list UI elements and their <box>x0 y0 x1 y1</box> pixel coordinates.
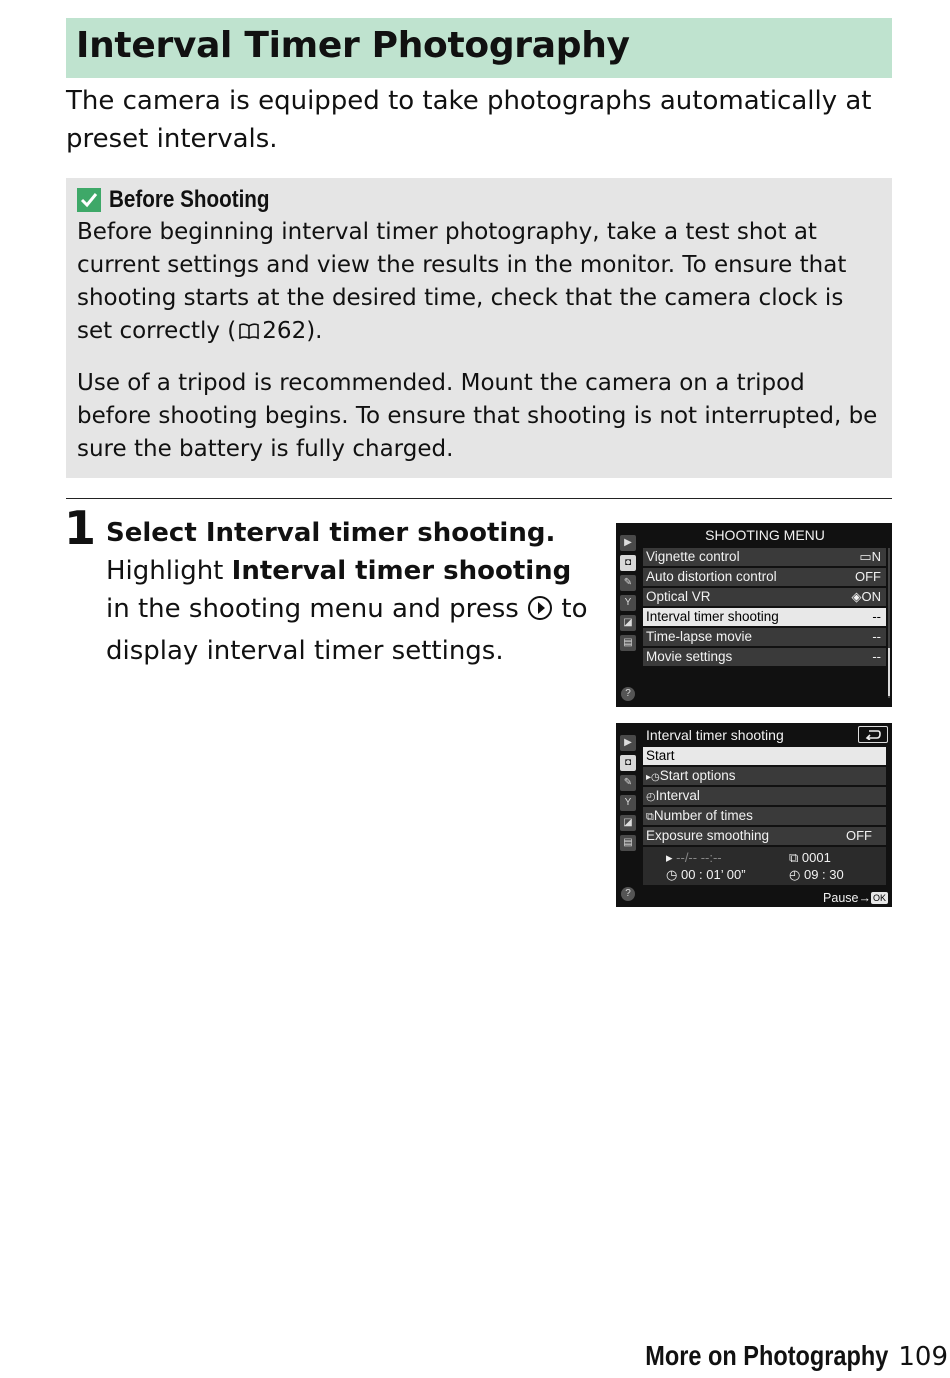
shots-count-value: 0001 <box>801 850 831 865</box>
pause-label: Pause→ <box>823 891 871 905</box>
step-body-pre: Highlight <box>106 556 232 586</box>
menu-item-auto-distortion[interactable] <box>643 568 886 586</box>
step-body-bold: Interval timer shooting <box>231 556 572 586</box>
clock-icon: ◴ <box>789 867 801 882</box>
menu-item-interval-timer[interactable] <box>643 608 886 626</box>
step-number: 1 <box>64 501 97 555</box>
scrollbar[interactable] <box>888 548 890 698</box>
menu-item-label: Exposure smoothing <box>646 828 770 843</box>
return-icon[interactable] <box>858 726 888 743</box>
wrench-icon[interactable]: Y <box>620 795 636 811</box>
book-icon <box>238 317 260 350</box>
submenu-list <box>643 747 886 847</box>
menu-item-label: Interval <box>655 788 700 803</box>
note-p1-text: Before beginning interval timer photography, take a test shot at current settings and view the results in the monitor. To ensure that shooting starts at the desired time, check that the camera clock is set correctly ( <box>77 219 847 344</box>
summary-right <box>789 849 844 883</box>
menu-item-interval[interactable] <box>643 787 886 805</box>
menu-item-label: Time-lapse movie <box>646 629 753 644</box>
step-heading-pre: Select <box>106 518 206 548</box>
menu-item-label: Optical VR <box>646 589 711 604</box>
help-icon[interactable]: ? <box>621 887 635 901</box>
note-heading <box>77 184 880 216</box>
note-p1-close: ). <box>306 318 323 344</box>
page-reference-link[interactable]: 262 <box>262 318 307 344</box>
clock-value: 09 : 30 <box>803 867 844 882</box>
interval-icon: ◴ <box>646 791 656 803</box>
vr-icon: ◈ <box>851 589 862 604</box>
recent-settings-icon[interactable]: ▤ <box>620 835 636 851</box>
shooting-menu-screen <box>616 523 892 707</box>
ok-button-icon: OK <box>872 893 886 903</box>
menu-item-value: OFF <box>855 569 881 584</box>
section-divider <box>66 498 892 499</box>
menu-item-movie-settings[interactable] <box>643 648 886 666</box>
menu-item-time-lapse[interactable] <box>643 628 886 646</box>
summary-left <box>666 849 746 883</box>
menu-item-label: Movie settings <box>646 649 733 664</box>
pencil-icon[interactable]: ✎ <box>620 575 636 591</box>
wrench-icon[interactable]: Y <box>620 595 636 611</box>
intro-text: The camera is equipped to take photographs automatically at preset intervals. <box>66 86 872 154</box>
interval-value: 00 : 01’ 00” <box>680 867 746 882</box>
start-time-icon: ▸ <box>666 850 673 865</box>
camera-icon[interactable]: ◘ <box>620 555 636 571</box>
page-number: 109 <box>898 1342 948 1372</box>
step-body-post: to display interval timer settings. <box>106 594 588 666</box>
before-shooting-note <box>66 178 892 478</box>
playback-icon[interactable]: ▶ <box>620 735 636 751</box>
menu-item-value <box>859 548 881 566</box>
menu-item-label: Start options <box>659 768 736 783</box>
page-footer <box>599 1340 948 1372</box>
menu-item-label: Start <box>646 748 675 763</box>
interval-summary <box>643 847 886 885</box>
multi-selector-right-icon <box>527 594 553 632</box>
start-options-icon: ▸◷ <box>646 772 660 783</box>
menu-item-value: -- <box>872 609 881 624</box>
menu-item-start[interactable] <box>643 747 886 765</box>
checkmark-icon <box>77 188 101 212</box>
step-body-mid: in the shooting menu and press <box>106 594 528 624</box>
title-bar <box>66 18 892 78</box>
scrollbar-thumb[interactable] <box>888 648 890 696</box>
menu-item-value: -- <box>872 629 881 644</box>
pause-hint <box>823 891 888 905</box>
pencil-icon[interactable]: ✎ <box>620 775 636 791</box>
section-name: More on Photography <box>645 1340 889 1371</box>
menu-tab-icons <box>616 531 640 707</box>
vignette-icon: ▭ <box>859 549 872 564</box>
step-heading <box>106 514 596 552</box>
menu-item-number-of-times[interactable] <box>643 807 886 825</box>
vignette-value: N <box>871 549 881 564</box>
shots-count-icon: ⧉ <box>646 811 654 823</box>
menu-item-label: Vignette control <box>646 549 740 564</box>
vr-value: ON <box>861 589 881 604</box>
note-paragraph-1 <box>77 216 880 350</box>
menu-item-value: OFF <box>846 828 872 843</box>
menu-item-optical-vr[interactable] <box>643 588 886 606</box>
start-time-value: --/-- --:-- <box>676 850 722 865</box>
menu-item-value: -- <box>872 649 881 664</box>
menu-item-vignette-control[interactable] <box>643 548 886 566</box>
retouch-icon[interactable]: ◪ <box>620 615 636 631</box>
help-icon[interactable]: ? <box>621 687 635 701</box>
camera-icon[interactable]: ◘ <box>620 755 636 771</box>
shots-count-icon: ⧉ <box>789 850 799 865</box>
retouch-icon[interactable]: ◪ <box>620 815 636 831</box>
step-heading-bold: Interval timer shooting. <box>205 518 556 548</box>
step-body <box>106 552 596 670</box>
menu-item-start-options[interactable] <box>643 767 886 785</box>
menu-item-label: Auto distortion control <box>646 569 777 584</box>
menu-header: SHOOTING MENU <box>705 527 825 543</box>
menu-item-label: Number of times <box>653 808 753 823</box>
note-title: Before Shooting <box>109 186 270 213</box>
recent-settings-icon[interactable]: ▤ <box>620 635 636 651</box>
playback-icon[interactable]: ▶ <box>620 535 636 551</box>
page-title: Interval Timer Photography <box>76 25 630 66</box>
note-paragraph-2: Use of a tripod is recommended. Mount the camera on a tripod before shooting begins. To ensure that shooting is not interrupted, be sure the battery is fully charged. <box>77 370 878 462</box>
menu-item-value <box>852 588 882 606</box>
interval-timer-screen <box>616 723 892 907</box>
interval-icon: ◷ <box>666 867 678 882</box>
menu-tab-icons <box>616 731 640 907</box>
submenu-header: Interval timer shooting <box>646 727 784 743</box>
step-1 <box>106 514 596 670</box>
menu-item-label: Interval timer shooting <box>646 609 779 624</box>
menu-item-exposure-smoothing[interactable] <box>643 827 886 845</box>
menu-list <box>643 548 886 668</box>
